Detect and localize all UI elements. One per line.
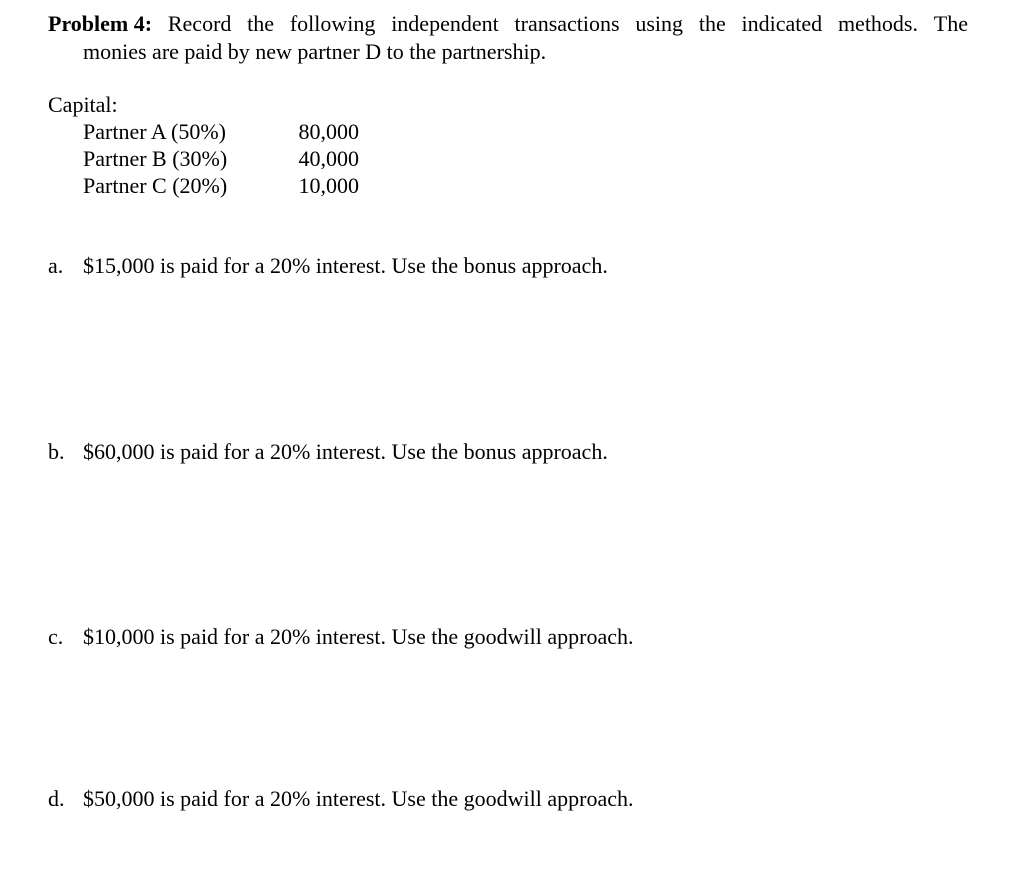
problem-statement-line-2: monies are paid by new partner D to the partnership. <box>83 39 547 64</box>
question-text: $15,000 is paid for a 20% interest. Use the bonus approach. <box>83 253 608 278</box>
statement-word: following <box>289 11 376 36</box>
statement-word: the <box>247 11 275 36</box>
statement-word: The <box>933 11 968 36</box>
partner-amount: 40,000 <box>298 146 359 171</box>
question-letter: c. <box>48 624 64 649</box>
question-a <box>48 252 608 280</box>
problem-header <box>48 10 968 66</box>
partner-name: Partner A (50%) <box>83 119 226 144</box>
question-c <box>48 623 633 651</box>
statement-word: Record <box>167 11 232 36</box>
question-letter: a. <box>48 253 64 278</box>
capital-title: Capital: <box>48 92 118 117</box>
problem-statement-line-1 <box>48 10 968 38</box>
capital-section <box>48 91 359 199</box>
statement-word: methods. <box>837 11 918 36</box>
problem-label: Problem 4: <box>48 11 153 36</box>
partner-amount: 80,000 <box>298 119 359 144</box>
statement-word: independent <box>391 11 499 36</box>
question-text: $50,000 is paid for a 20% interest. Use the goodwill approach. <box>83 786 634 811</box>
question-text: $10,000 is paid for a 20% interest. Use the goodwill approach. <box>83 624 634 649</box>
partner-name: Partner C (20%) <box>83 173 228 198</box>
question-text: $60,000 is paid for a 20% interest. Use the bonus approach. <box>83 439 608 464</box>
capital-row-partner-b <box>48 145 359 172</box>
question-letter: b. <box>48 439 65 464</box>
statement-word: using <box>635 11 684 36</box>
capital-row-partner-c <box>48 172 359 199</box>
partner-name: Partner B (30%) <box>83 146 228 171</box>
statement-word: indicated <box>741 11 823 36</box>
question-b <box>48 438 608 466</box>
partner-amount: 10,000 <box>298 173 359 198</box>
statement-word: transactions <box>514 11 620 36</box>
statement-word: the <box>698 11 726 36</box>
capital-row-partner-a <box>48 118 359 145</box>
question-letter: d. <box>48 786 65 811</box>
question-d <box>48 785 633 813</box>
